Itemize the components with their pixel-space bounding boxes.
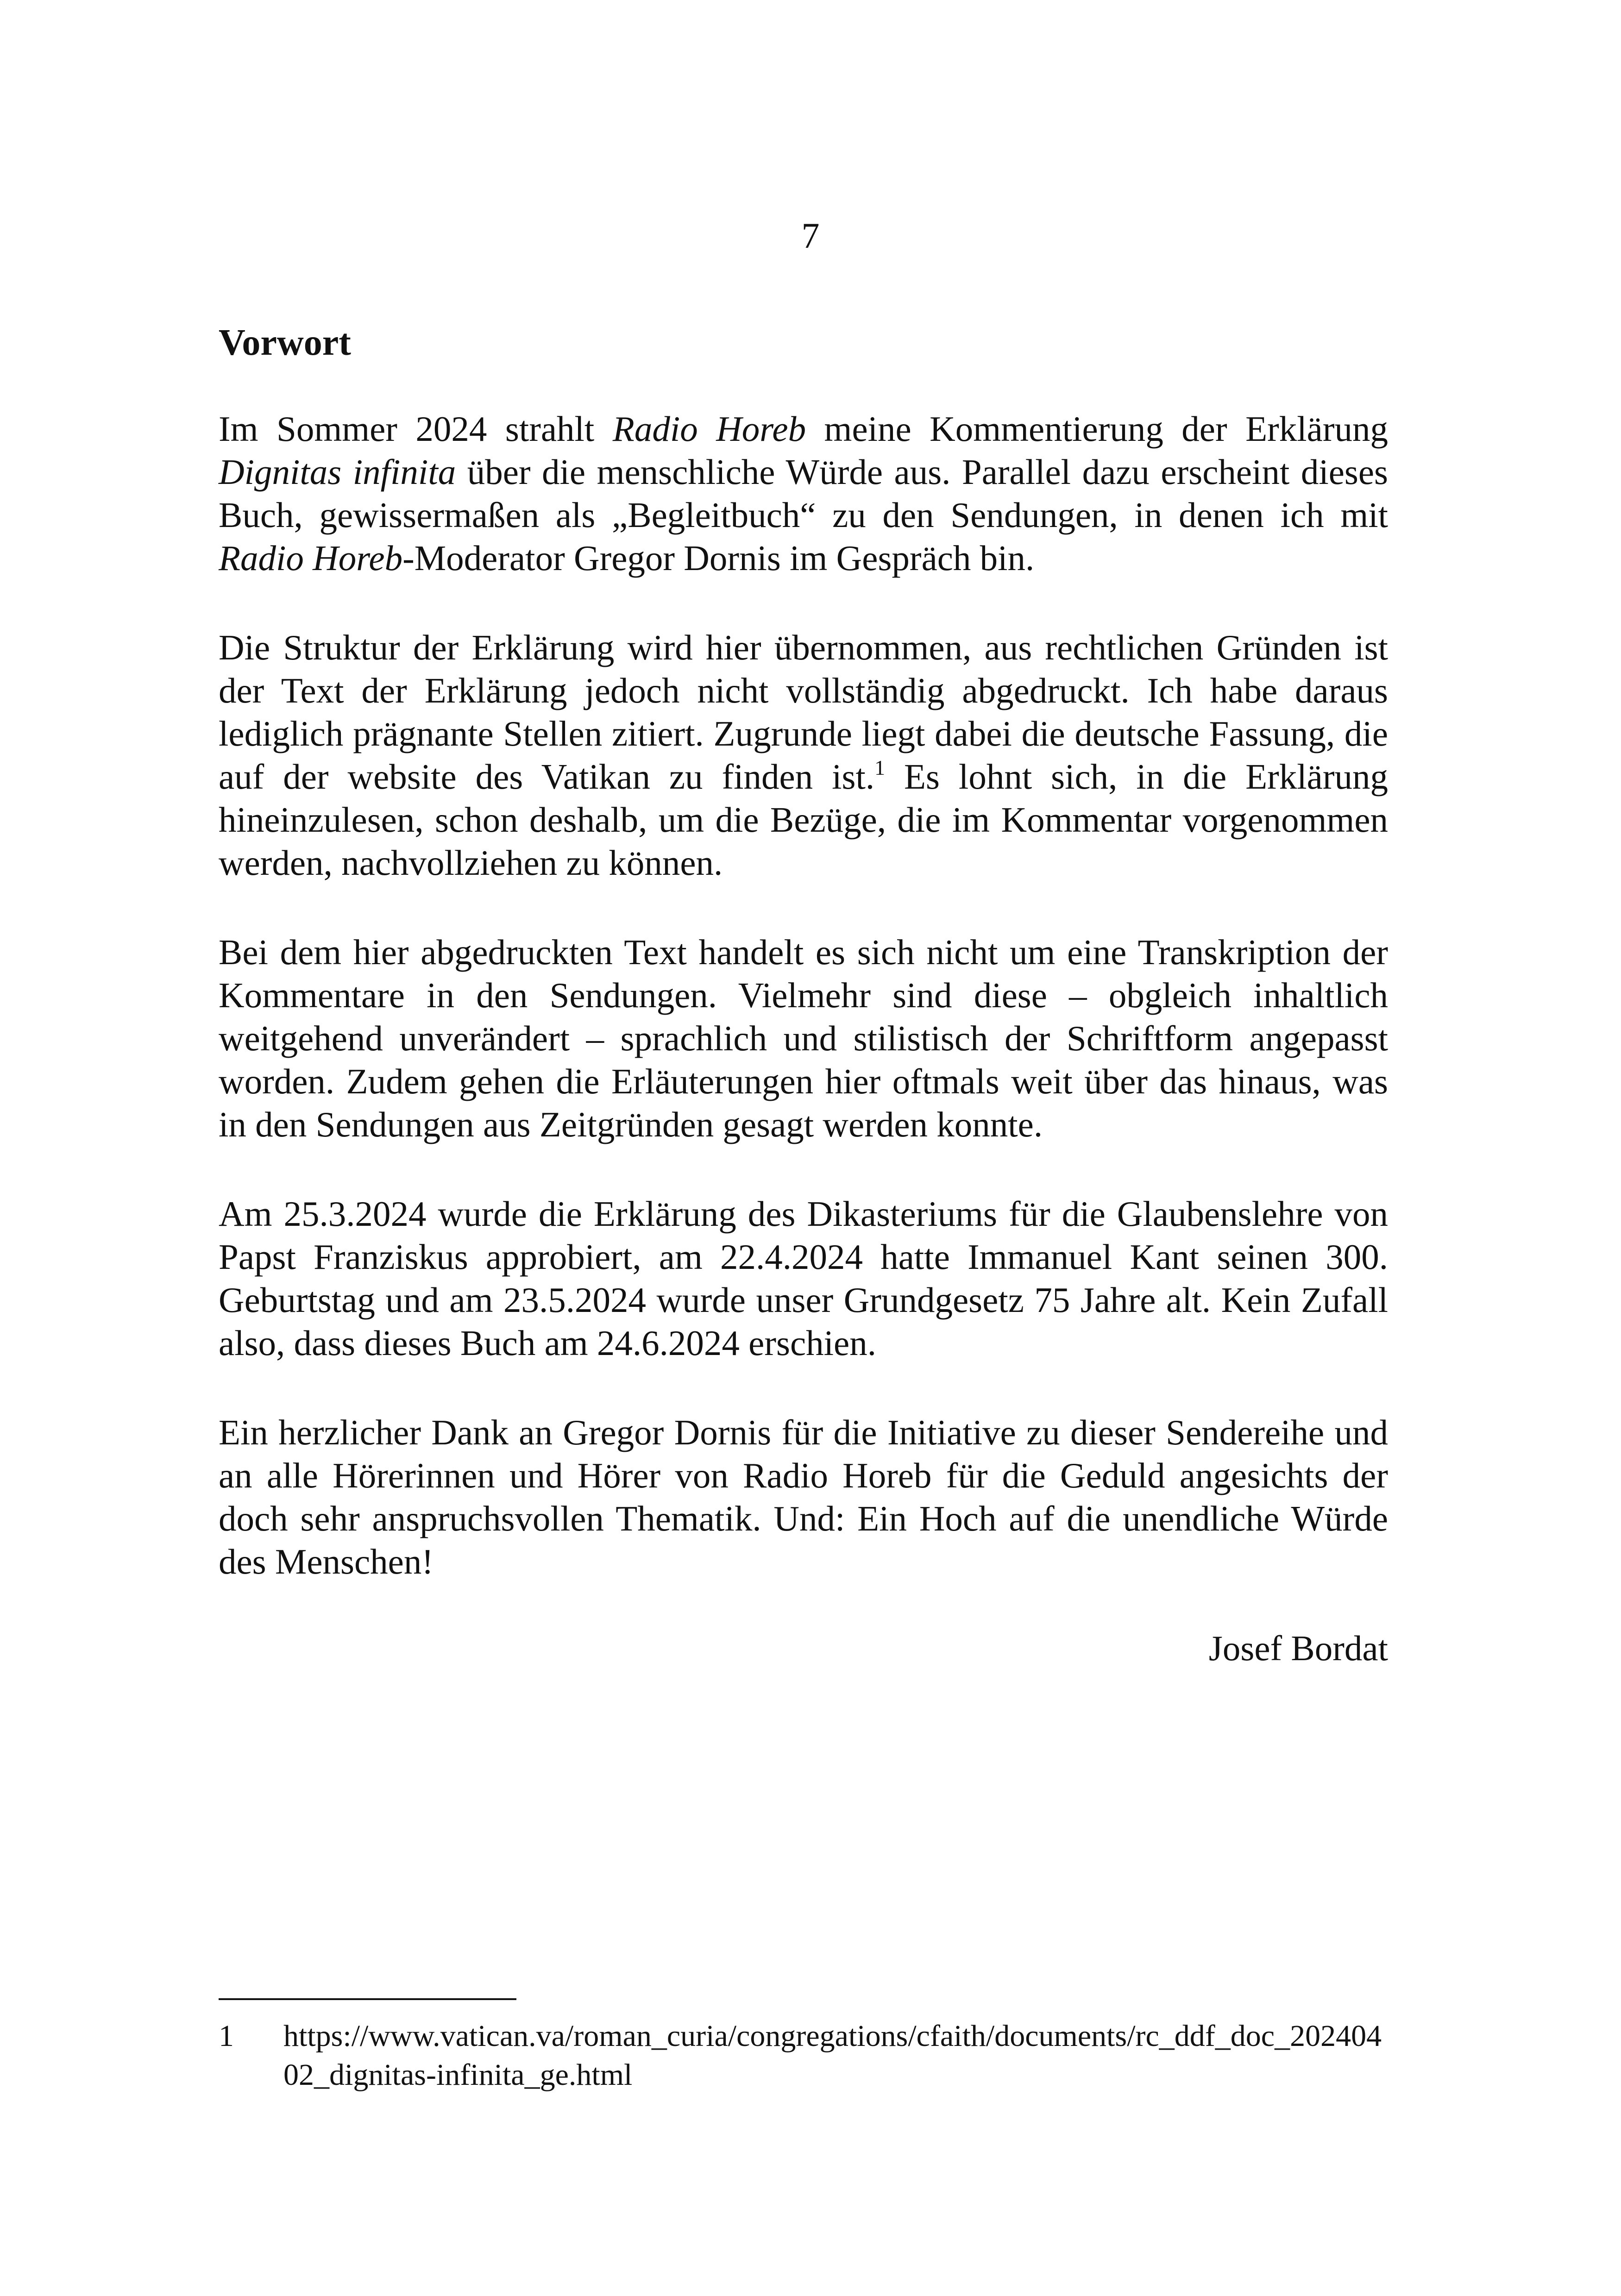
paragraph-1-text-d: -Moderator Gregor Dornis im Gespräch bin. <box>402 538 1035 578</box>
page-number: 7 <box>801 215 820 256</box>
paragraph-1 <box>219 408 1388 580</box>
paragraph-1-text-a: Im Sommer 2024 strahlt <box>219 409 613 449</box>
footnote <box>219 2017 1388 2095</box>
footnote-reference[interactable]: 1 <box>874 756 886 779</box>
author-signature: Josef Bordat <box>1208 1628 1388 1668</box>
paragraph-4: Am 25.3.2024 wurde die Erklärung des Dikasteriums für die Glaubenslehre von Papst Franziskus approbiert, am 22.4.2024 hatte Immanuel Kant seinen 300. Geburtstag und am 23.5.2024 wurde unser Grundgesetz 75 Jahre alt. Kein Zufall also, dass dieses Buch am 24.6.2024 erschien. <box>219 1194 1388 1363</box>
section-heading: Vorwort <box>219 322 351 363</box>
body-column <box>219 320 1388 1670</box>
paragraph-5: Ein herzlicher Dank an Gregor Dornis für die Initiative zu dieser Sendereihe und an alle Hörerinnen und Hörer von Radio Horeb für die Geduld angesichts der doch sehr anspruchsvollen Thematik. Und: Ein Hoch auf die unendliche Würde des Menschen! <box>219 1412 1388 1581</box>
dignitas-infinita-title: Dignitas infinita <box>219 452 456 492</box>
radio-horeb-title: Radio Horeb <box>612 409 806 449</box>
paragraph-2-text-a: Die Struktur der Erklärung wird hier übernommen, aus rechtlichen Gründen ist der Text der Erklärung jedoch nicht vollständig abgedruckt. Ich habe daraus lediglich prägnante Stellen zitiert. Zugrunde liegt dabei die deutsche Fassung, die auf der website des Vatikan zu finden ist. <box>219 627 1388 797</box>
paragraph-3: Bei dem hier abgedruckten Text handelt es sich nicht um eine Transkription der Kommentare in den Sendungen. Vielmehr sind diese – obgleich inhaltlich weitgehend unverändert – sprachlich und stilistisch der Schriftform angepasst worden. Zudem gehen die Erläuterungen hier oftmals weit über das hinaus, was in den Sendungen aus Zeitgründen gesagt werden konnte. <box>219 932 1388 1144</box>
paragraph-1-text-b: meine Kommentierung der Erklärung <box>806 409 1388 449</box>
footnote-number: 1 <box>219 2019 234 2053</box>
footnote-separator <box>219 1998 516 2000</box>
paragraph-1-text-c: über die menschliche Würde aus. Parallel dazu erscheint dieses Buch, gewissermaßen als „Begleitbuch“ zu den Sendungen, in denen ich mit <box>219 452 1389 535</box>
footnote-url[interactable]: https://www.vatican.va/roman_curia/congregations/cfaith/documents/rc_ddf_doc_20240402_dignitas-infinita_ge.html <box>283 2019 1382 2092</box>
paragraph-2-text-b: Es lohnt sich, in die Erklärung hineinzulesen, schon deshalb, um die Bezüge, die im Kommentar vorgenommen werden, nachvollziehen zu können. <box>219 757 1388 883</box>
radio-horeb-title-2: Radio Horeb <box>219 538 403 578</box>
paragraph-2 <box>219 626 1388 885</box>
